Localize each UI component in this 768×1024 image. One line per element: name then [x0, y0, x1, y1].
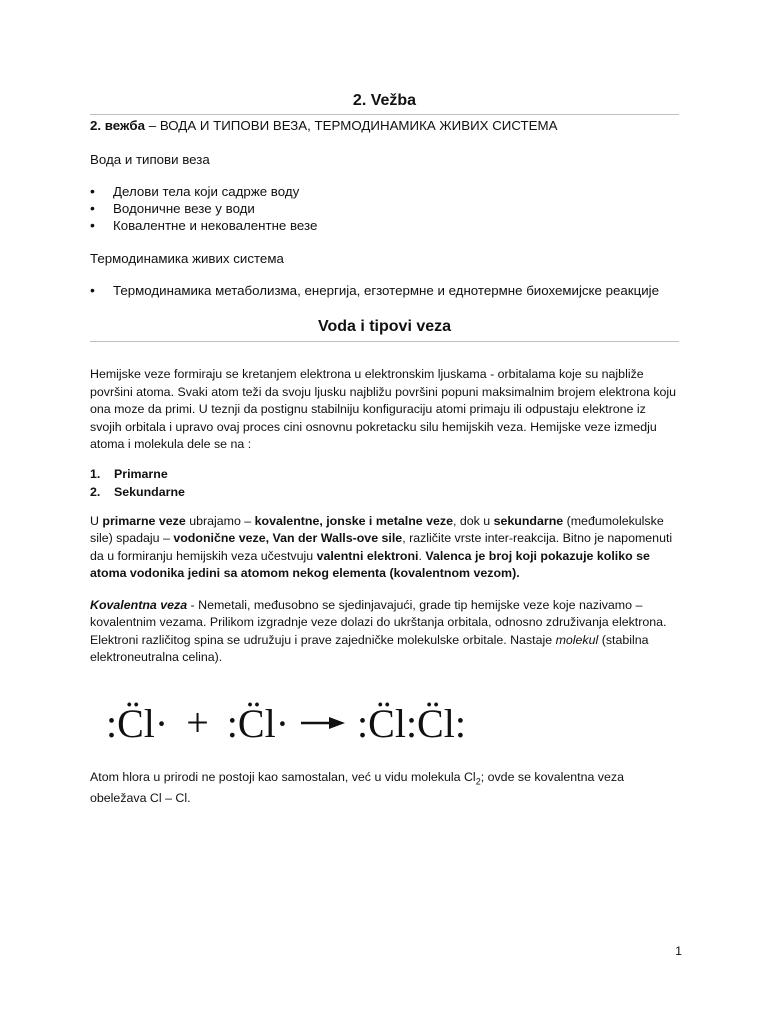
list-number: 2. — [90, 484, 101, 499]
lewis-formula — [106, 695, 679, 751]
section2-label: Термодинамика живих система — [90, 251, 284, 266]
subscript: 2 — [475, 775, 481, 786]
plus-sign: + — [186, 700, 209, 746]
text-run: ; ovde se kovalentna veza obeležava Cl – Cl. — [90, 769, 624, 806]
paragraph-chlorine — [90, 769, 679, 808]
list-text: Sekundarne — [114, 484, 185, 499]
italic-run: molekul — [555, 632, 599, 647]
text-run: , različite vrste inter-reakcija. Bitno je napomenuti da u formiranju hemijskih veza učestvuju — [90, 531, 673, 563]
subtitle-bold: 2. вежба — [90, 118, 146, 133]
text-run: . — [418, 548, 426, 563]
chlorine-atom-1: :C̈l· — [106, 700, 169, 746]
page-content — [90, 92, 679, 808]
paragraph-bond-types — [90, 513, 679, 583]
bold-run: Valenca je broj koji pokazuje koliko se atoma vodonika jedini sa atomom nekog elementa (kovalentnom vezom). — [90, 548, 650, 580]
bold-run: valentni elektroni — [316, 548, 419, 563]
text-run: (međumolekulske sile) spadaju – — [90, 513, 664, 545]
paragraph-covalent — [90, 597, 679, 667]
subtitle-rest: – ВОДА И ТИПОВИ ВЕЗА, ТЕРМОДИНАМИКА ЖИВИХ СИСТЕМА — [145, 118, 558, 133]
text-run: (stabilna elektroneutralna celina). — [90, 632, 649, 664]
paragraph-intro: Hemijske veze formiraju se kretanjem elektrona u elektronskim ljuskama - orbitalama koje su najbliže površini atoma. Svaki atom teži da svoju ljusku najbližu površini popuni maksimalnim brojem elektrona koju ona moze da primi. U teznji da postignu stabilniju konfiguraciju atomi primaju ili odpustaju elektrone iz svojih orbitala i upravo ovaj proces cini osnovnu pokretacku silu hemijskih veza. Hemijske veze izmedju atoma i molekula dele se na : — [90, 367, 677, 451]
list-item: • Термодинамика метаболизма, енергија, егзотермне и еднотермне биохемијске реакције — [90, 282, 679, 299]
list-text: Primarne — [114, 466, 168, 481]
section-heading: Voda i tipovi veza — [90, 318, 679, 342]
reaction-arrow-icon — [301, 716, 345, 730]
exercise-subtitle — [90, 117, 679, 135]
page-title: 2. Vežba — [90, 92, 679, 115]
page-number: 1 — [675, 944, 682, 958]
section1-list — [90, 183, 679, 234]
list-number: 1. — [90, 466, 101, 481]
bold-italic-run: Kovalentna veza — [90, 597, 188, 612]
bold-run: kovalentne, jonske i metalne veze — [254, 513, 453, 528]
bold-run: sekundarne — [493, 513, 564, 528]
section2-list — [90, 282, 679, 299]
section1-label: Вода и типови веза — [90, 152, 210, 167]
text-run: - Nemetali, međusobno se sjedinjavajući, grade tip hemijske veze koje nazivamo – kovalentnim vezama. Prilikom izgradnje veze dolazi do ukrštanja orbitala, odnosno združivanja elektrona. Elektroni različitog spina se udružuju i prave zajedničke molekulske orbitale. Nastaje — [90, 597, 667, 647]
list-item: • Водоничне везе у води — [90, 200, 679, 217]
chlorine-atom-2: :C̈l· — [226, 700, 290, 746]
bold-run: vodonične veze, Van der Walls-ove sile — [173, 531, 403, 545]
list-item — [90, 465, 679, 483]
list-item — [90, 483, 679, 501]
text-run: Atom hlora u prirodi ne postoji kao samostalan, već u vidu molekula Cl — [90, 769, 476, 784]
text-run: , dok u — [452, 513, 494, 528]
list-item: • Делови тела који садрже воду — [90, 183, 679, 200]
list-item: • Ковалентне и нековалентне везе — [90, 217, 679, 234]
bold-run: primarne veze — [102, 513, 186, 528]
text-run: U — [90, 513, 103, 528]
numbered-list — [90, 465, 679, 501]
chlorine-molecule: :C̈l:C̈l: — [357, 700, 466, 746]
text-run: ubrajamo – — [185, 513, 255, 528]
